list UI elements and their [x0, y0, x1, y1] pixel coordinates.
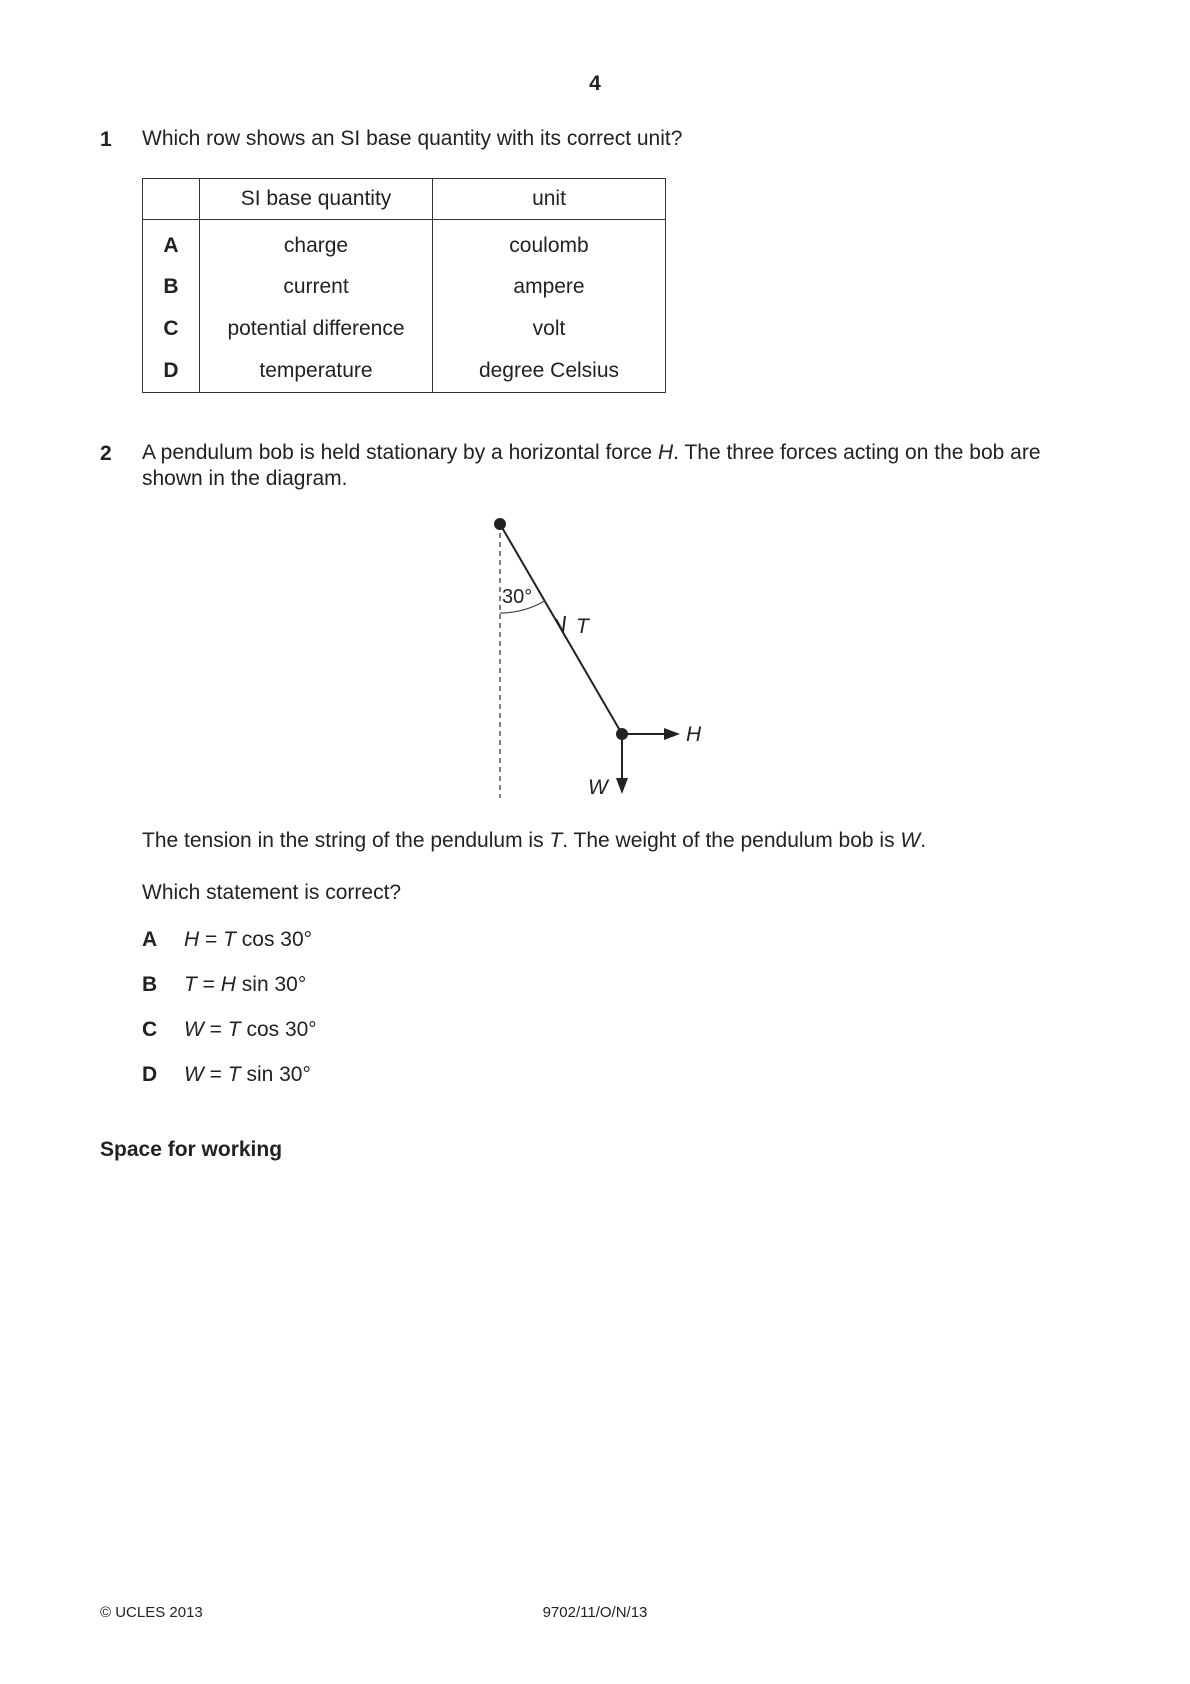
row-quantity: potential difference [200, 308, 433, 350]
option-letter: B [142, 973, 158, 996]
pivot-point [494, 518, 506, 530]
tension-part-3: . [920, 829, 927, 852]
option-function: sin 30° [241, 973, 307, 996]
option-lhs: W [184, 1063, 204, 1086]
intro-force-h: H [657, 441, 674, 464]
row-quantity: temperature [200, 350, 433, 393]
option-rhs-var: H [220, 973, 236, 996]
table-header-unit: unit [433, 179, 666, 220]
tension-var-t: T [549, 829, 563, 852]
row-quantity: charge [200, 220, 433, 267]
force-h-label: H [686, 723, 702, 746]
tension-part-2: . The weight of the pendulum bob is [562, 829, 901, 852]
option-a [142, 928, 542, 954]
force-h-arrowhead [664, 728, 680, 740]
option-function: cos 30° [241, 928, 313, 951]
row-letter: B [143, 266, 200, 308]
page-number: 4 [589, 72, 601, 95]
table-header-row [143, 179, 666, 220]
question-1-number: 1 [100, 128, 112, 151]
row-unit: ampere [433, 266, 666, 308]
table-row [143, 350, 666, 393]
row-unit: coulomb [433, 220, 666, 267]
option-rhs-var: T [223, 928, 236, 951]
footer-copyright: © UCLES 2013 [100, 1604, 203, 1621]
working-space-label: Space for working [100, 1138, 283, 1161]
option-d [142, 1063, 542, 1089]
option-function: cos 30° [246, 1018, 317, 1041]
tension-label: T [576, 615, 589, 638]
question-2-number: 2 [100, 442, 112, 465]
option-lhs: H [184, 928, 200, 951]
option-lhs: T [184, 973, 197, 996]
option-b [142, 973, 542, 999]
row-quantity: current [200, 266, 433, 308]
pendulum-bob [616, 728, 628, 740]
option-expression: W = T sin 30° [184, 1063, 311, 1086]
option-letter: C [142, 1018, 158, 1041]
row-unit: volt [433, 308, 666, 350]
table-row [143, 220, 666, 267]
option-letter: D [142, 1063, 158, 1086]
question-1-text: Which row shows an SI base quantity with its correct unit? [142, 127, 683, 150]
question-2-prompt: Which statement is correct? [142, 881, 402, 904]
row-unit: degree Celsius [433, 350, 666, 393]
option-rhs-var: T [227, 1063, 241, 1086]
intro-part-2: . The three forces acting on the bob are shown in the diagram. [142, 441, 1041, 490]
row-letter: A [143, 220, 200, 267]
tension-statement [142, 828, 926, 854]
tension-var-w: W [900, 829, 921, 852]
weight-arrowhead [616, 778, 628, 794]
row-letter: C [143, 308, 200, 350]
table-row [143, 308, 666, 350]
si-units-table [142, 178, 666, 393]
option-expression: T = H sin 30° [184, 973, 307, 996]
option-expression: H = T cos 30° [184, 928, 313, 951]
tension-part-1: The tension in the string of the pendulum is [142, 829, 550, 852]
table-header-quantity: SI base quantity [200, 179, 433, 220]
footer-paper-code: 9702/11/O/N/13 [542, 1604, 648, 1621]
table-row [143, 266, 666, 308]
option-expression: W = T cos 30° [184, 1018, 317, 1041]
option-rhs-var: T [227, 1018, 241, 1041]
question-2-intro [142, 440, 1102, 492]
option-letter: A [142, 928, 158, 951]
option-function: sin 30° [246, 1063, 311, 1086]
angle-label: 30° [502, 586, 533, 608]
option-lhs: W [184, 1018, 204, 1041]
weight-label: W [588, 776, 608, 799]
row-letter: D [143, 350, 200, 393]
table-header-empty [143, 179, 200, 220]
option-c [142, 1018, 542, 1044]
pendulum-diagram [470, 510, 710, 810]
intro-part-1: A pendulum bob is held stationary by a horizontal force [142, 441, 658, 464]
